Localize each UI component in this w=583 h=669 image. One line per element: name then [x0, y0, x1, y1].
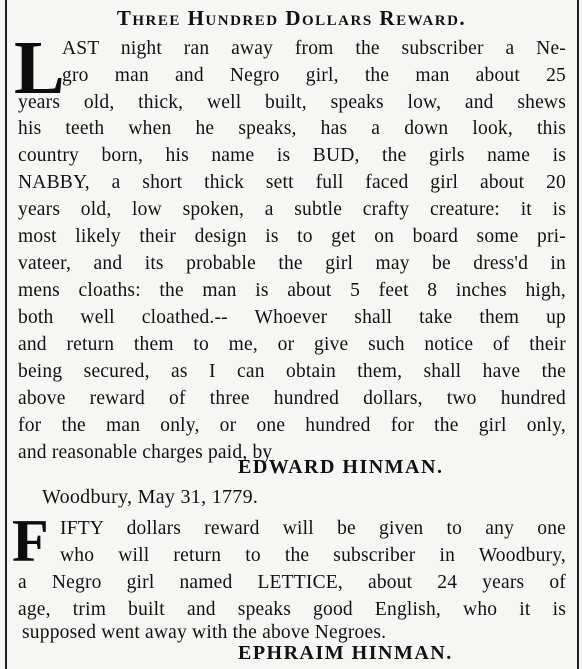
- signature-edward-hinman: EDWARD HINMAN.: [238, 456, 444, 478]
- ad-1-line-10: mens cloaths: the man is about 5 feet 8 inches high,: [18, 280, 566, 301]
- reward-headline: Three Hundred Dollars Reward.: [116, 6, 467, 30]
- signature-ephraim-hinman: EPHRAIM HINMAN.: [238, 642, 453, 664]
- ad-1-line-11: both well cloathed.-- Whoever shall take them up: [18, 307, 566, 328]
- ad-2-line-4: age, trim built and speaks good English, who it is: [18, 599, 566, 620]
- ad-1-line-7: years old, low spoken, a subtle crafty creature: it is: [18, 199, 566, 220]
- ad-1-line-1: AST night ran away from the subscriber a Ne-: [62, 38, 566, 59]
- ad-2-line-1: IFTY dollars reward will be given to any one: [60, 518, 566, 539]
- ad-2-line-2: who will return to the subscriber in Woodbury,: [60, 545, 566, 566]
- ad-1-line-6: NABBY, a short thick sett full faced girl about 20: [18, 172, 566, 193]
- ad-1-line-16: and reasonable charges paid, by: [18, 442, 273, 463]
- ad-1-line-8: most likely their design is to get on board some pri-: [18, 226, 566, 247]
- ad-1-line-3: years old, thick, well built, speaks low, and shews: [18, 92, 566, 113]
- ad-2-line-5: supposed went away with the above Negroes.: [22, 622, 387, 643]
- dateline: Woodbury, May 31, 1779.: [42, 486, 259, 508]
- drop-cap-f: F: [12, 508, 49, 574]
- ad-1-line-14: above reward of three hundred dollars, two hundred: [18, 388, 566, 409]
- drop-cap-l: L: [14, 26, 65, 110]
- ad-1-line-15: for the man only, or one hundred for the girl only,: [18, 415, 566, 436]
- ad-1-line-2: gro man and Negro girl, the man about 25: [62, 65, 566, 86]
- column-rule-left: [5, 0, 7, 669]
- column-rule-right: [577, 0, 579, 669]
- ad-1-line-4: his teeth when he speaks, has a down look, this: [18, 118, 566, 139]
- ad-1-line-13: being secured, as I can obtain them, shall have the: [18, 361, 566, 382]
- ad-1-line-12: and return them to me, or give such notice of their: [18, 334, 566, 355]
- ad-1-line-9: vateer, and its probable the girl may be dress'd in: [18, 253, 566, 274]
- ad-1-line-5: country born, his name is BUD, the girls name is: [18, 145, 566, 166]
- ad-2-line-3: a Negro girl named LETTICE, about 24 years of: [18, 572, 566, 593]
